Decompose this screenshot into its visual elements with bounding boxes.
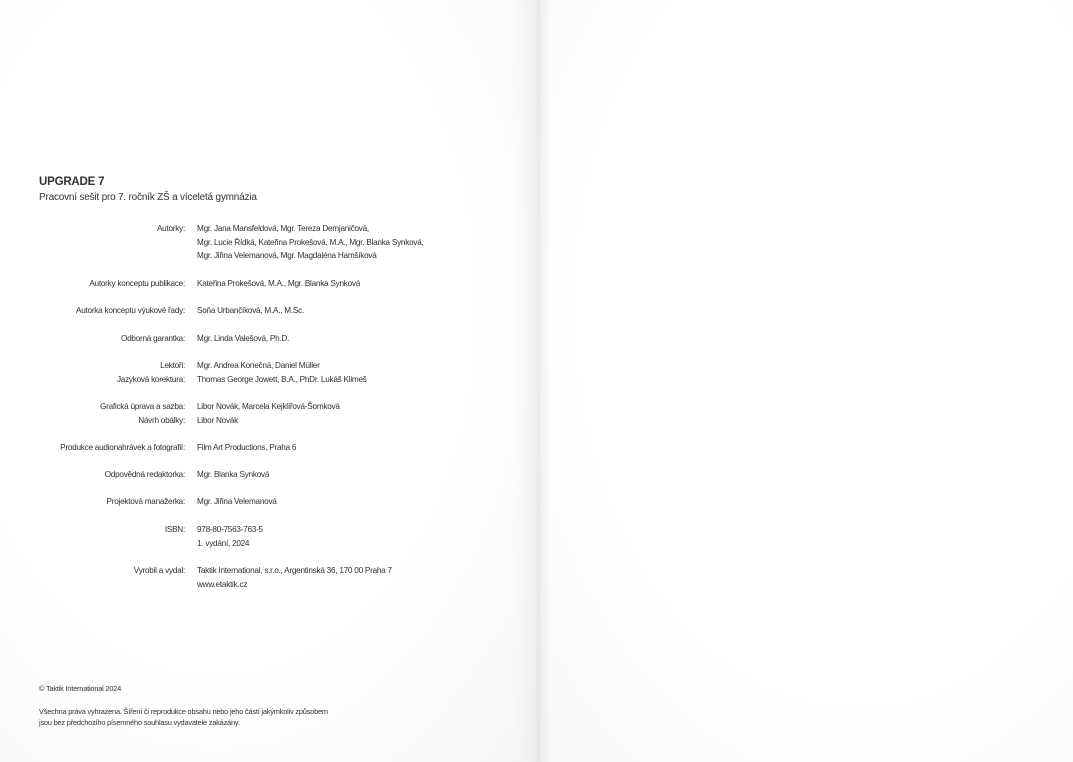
value-line: Mgr. Jiřina Velemanová xyxy=(197,497,277,506)
label-line: Grafická úprava a sazba: xyxy=(99,402,185,411)
credit-value xyxy=(197,495,277,509)
label-line: Produkce audionahrávek a fotografií: xyxy=(60,443,185,452)
label-line: Vyrobil a vydal: xyxy=(133,566,185,575)
label-line: Projektová manažerka: xyxy=(106,497,185,506)
label-line: Lektoři: xyxy=(160,361,185,370)
credit-value xyxy=(197,277,360,291)
value-line: Mgr. Lucie Řídká, Kateřina Prokešová, M.A., Mgr. Blanka Synková, xyxy=(197,237,424,247)
credit-label xyxy=(5,222,185,236)
credit-value xyxy=(197,523,263,550)
right-page xyxy=(537,0,1073,762)
label-line: Autorky konceptu publikace: xyxy=(89,279,185,288)
spine-gutter xyxy=(537,0,551,762)
value-line: Soňa Urbančíková, M.A., M.Sc. xyxy=(197,306,304,315)
credit-label xyxy=(5,332,185,346)
publisher-website: www.etaktik.cz xyxy=(197,579,248,589)
credit-value xyxy=(197,441,296,455)
value-line: Mgr. Linda Valešová, Ph.D. xyxy=(197,334,290,343)
value-line: 1. vydání, 2024 xyxy=(197,538,250,548)
value-line: Mgr. Andrea Konečná, Daniel Müller xyxy=(197,361,320,370)
value-line: Libor Novák, Marcela Kejklířová-Šomková xyxy=(197,402,340,411)
label-line: Odpovědná redaktorka: xyxy=(104,470,185,479)
value-line: Mgr. Jana Mansfeldová, Mgr. Tereza Demjaničová, xyxy=(197,224,369,233)
label-line: Autorky: xyxy=(156,224,185,233)
value-line: 978-80-7563-763-5 xyxy=(197,525,263,534)
value-line: Mgr. Jiřina Velemanová, Mgr. Magdaléna Hamšíková xyxy=(197,251,377,261)
credit-value xyxy=(197,222,424,263)
credit-value xyxy=(197,564,392,591)
value-line: Kateřina Prokešová, M.A., Mgr. Blanka Synková xyxy=(197,279,361,288)
credit-value xyxy=(197,400,340,427)
copyright-notice: © Taktik International 2024 xyxy=(39,684,122,693)
value-line: Film Art Productions, Praha 6 xyxy=(197,443,297,452)
credit-label xyxy=(5,564,185,578)
rights-notice xyxy=(39,706,328,728)
credit-value xyxy=(197,468,269,482)
rights-line: Všechna práva vyhrazena. Šíření či reprodukce obsahu nebo jeho částí jakýmkoliv způsobem xyxy=(39,707,328,716)
book-title: UPGRADE 7 xyxy=(39,176,105,188)
value-line: Mgr. Blanka Synková xyxy=(197,470,270,479)
credit-label xyxy=(5,495,185,509)
label-line: Jazyková korektura: xyxy=(116,374,185,384)
credit-value xyxy=(197,332,289,346)
label-line: ISBN: xyxy=(164,525,185,534)
credit-label xyxy=(5,359,185,386)
credit-label xyxy=(5,441,185,455)
credit-value xyxy=(197,359,367,386)
label-line: Návrh obálky: xyxy=(138,415,185,425)
value-line: Libor Novák xyxy=(197,415,238,425)
value-line: Thomas George Jowett, B.A., PhDr. Lukáš Klimeš xyxy=(197,374,367,384)
label-line: Odborná garantka: xyxy=(120,334,185,343)
value-line: Taktik International, s.r.o., Argentinská 36, 170 00 Praha 7 xyxy=(197,566,392,575)
credit-label xyxy=(5,277,185,291)
credit-label xyxy=(5,400,185,427)
credit-label xyxy=(5,523,185,537)
label-line: Autorka konceptu výukové řady: xyxy=(75,306,185,315)
credit-value xyxy=(197,304,304,318)
credit-label xyxy=(5,468,185,482)
rights-line: jsou bez předchozího písemného souhlasu vydavatele zakázány. xyxy=(39,718,240,727)
book-subtitle: Pracovní sešit pro 7. ročník ZŠ a víceletá gymnázia xyxy=(39,192,257,203)
credit-label xyxy=(5,304,185,318)
spine-shadow xyxy=(510,0,537,762)
